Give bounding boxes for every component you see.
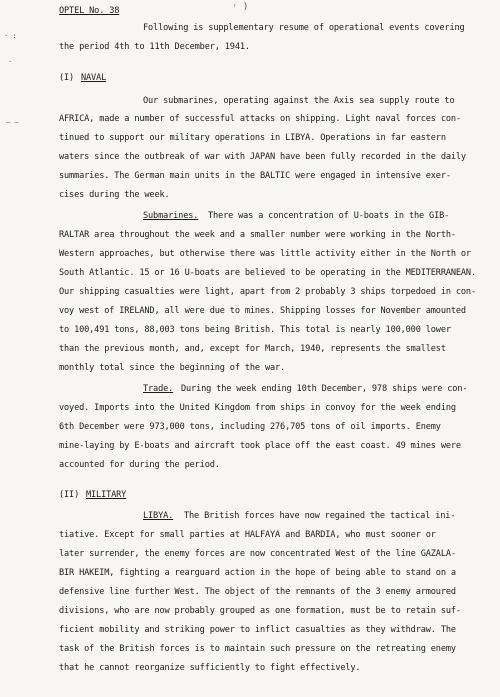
naval-paragraph-line: Our submarines, operating against the Axis sea supply route to bbox=[143, 96, 455, 106]
libya-line: later surrender, the enemy forces are now concentrated West of the line GAZALA- bbox=[59, 549, 456, 559]
margin-mark-top: ˒ ) bbox=[232, 2, 249, 12]
naval-paragraph-line: cises during the week. bbox=[59, 190, 170, 200]
trade-first-line: During the week ending 10th December, 978 ships were con- bbox=[181, 384, 468, 394]
submarines-line: monthly total since the beginning of the war. bbox=[59, 363, 286, 373]
libya-first-line: The British forces have now regained the tactical ini- bbox=[184, 511, 456, 521]
trade-line: voyed. Imports into the United Kingdom from ships in convoy for the week ending bbox=[59, 403, 456, 413]
trade-line: mine-laying by E-boats and aircraft took place off the east coast. 49 mines were bbox=[59, 441, 461, 451]
naval-paragraph-line: AFRICA, made a number of successful attacks on shipping. Light naval forces con- bbox=[59, 114, 461, 124]
submarines-line: voy west of IRELAND, all were due to mines. Shipping losses for November amounted bbox=[59, 306, 466, 316]
submarines-label: Submarines. bbox=[143, 211, 199, 221]
naval-paragraph-line: tinued to support our military operations in LIBYA. Operations in far eastern bbox=[59, 133, 446, 143]
intro-line: Following is supplementary resume of operational events covering bbox=[143, 23, 465, 33]
submarines-first-line: There was a concentration of U-boats in the GIB- bbox=[208, 211, 450, 221]
naval-paragraph-line: summaries. The German main units in the BALTIC were engaged in intensive exer- bbox=[59, 171, 451, 181]
military-heading-number: (II) bbox=[59, 490, 80, 500]
document-reference: OPTEL No. 38 bbox=[59, 6, 120, 16]
trade-label: Trade. bbox=[143, 384, 174, 394]
libya-line: ficient mobility and striking power to inflict casualties as they withdraw. The bbox=[59, 625, 456, 635]
submarines-line: than the previous month, and, except for March, 1940, represents the smallest bbox=[59, 344, 446, 354]
military-heading: MILITARY bbox=[86, 490, 127, 500]
trade-line: 6th December were 973,000 tons, including 276,705 tons of oil imports. Enemy bbox=[59, 422, 441, 432]
naval-heading-number: (I) bbox=[59, 73, 75, 83]
margin-mark-left-3: — — bbox=[6, 118, 19, 126]
submarines-line: Western approaches, but otherwise there was little activity either in the North or bbox=[59, 249, 471, 259]
naval-heading: NAVAL bbox=[81, 73, 107, 83]
submarines-line: to 100,491 tons, 88,003 tons being British. This total is nearly 100,000 lower bbox=[59, 325, 451, 335]
libya-line: defensive line further West. The object of the remnants of the 3 enemy armoured bbox=[59, 587, 456, 597]
submarines-line: RALTAR area throughout the week and a smaller number were working in the North- bbox=[59, 230, 456, 240]
intro-line: the period 4th to 11th December, 1941. bbox=[59, 42, 250, 52]
libya-line: task of the British forces is to maintain such pressure on the retreating enemy bbox=[59, 644, 456, 654]
margin-mark-left-1: · : bbox=[4, 32, 17, 40]
libya-line: that he cannot reorganize sufficiently to fight effectively. bbox=[59, 663, 361, 673]
libya-line: divisions, who are now probably grouped as one formation, must be to retain suf- bbox=[59, 606, 461, 616]
margin-mark-left-2: · bbox=[8, 58, 13, 66]
libya-label: LIBYA. bbox=[143, 511, 174, 521]
trade-line: accounted for during the period. bbox=[59, 460, 220, 470]
submarines-line: South Atlantic. 15 or 16 U-boats are believed to be operating in the MEDITERRANEAN. bbox=[59, 268, 476, 278]
libya-line: BIR HAKEIM, fighting a rearguard action in the hope of being able to stand on a bbox=[59, 568, 456, 578]
libya-line: tiative. Except for small parties at HALFAYA and BARDIA, who must sooner or bbox=[59, 530, 436, 540]
naval-paragraph-line: waters since the outbreak of war with JAPAN have been fully recorded in the daily bbox=[59, 152, 466, 162]
submarines-line: Our shipping casualties were light, apart from 2 probably 3 ships torpedoed in con- bbox=[59, 287, 476, 297]
